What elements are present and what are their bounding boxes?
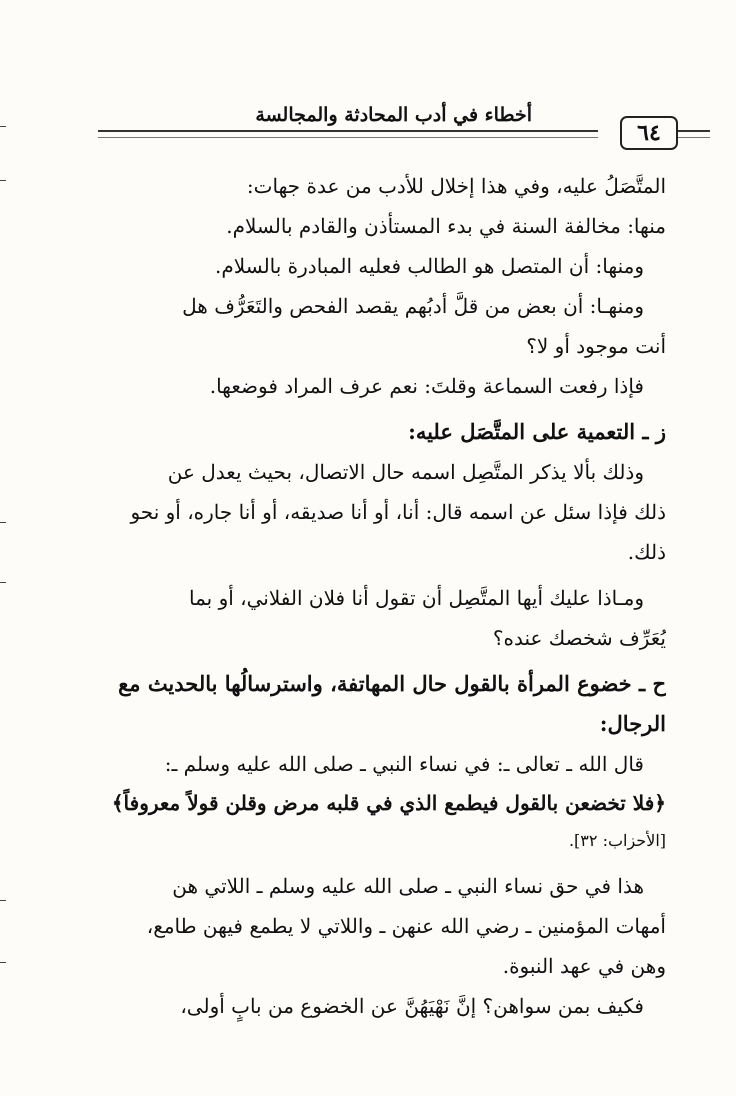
running-title: أخطاء في أدب المحادثة والمجالسة xyxy=(255,104,532,126)
page-number: ٦٤ xyxy=(620,116,678,150)
section-heading-z: ز ـ التعمية على المتَّصَل عليه: xyxy=(408,419,666,444)
header-rule xyxy=(98,130,598,138)
margin-mark xyxy=(0,126,6,127)
text-line: المتَّصَلُ عليه، وفي هذا إخلال للأدب من عدة جهات: xyxy=(246,174,666,198)
header-rule-tail xyxy=(678,130,710,138)
text-line: وذلك بألا يذكر المتَّصِل اسمه حال الاتصال، بحيث يعدل عن xyxy=(167,460,644,484)
text-line: وهن في عهد النبوة. xyxy=(502,954,666,978)
quran-verse: ﴿فلا تخضعن بالقول فيطمع الذي في قلبه مرض وقلن قولاً معروفاً﴾ xyxy=(111,791,666,815)
body-text xyxy=(100,166,666,1026)
section-heading-h-cont: الرجال: xyxy=(599,711,666,736)
margin-mark xyxy=(0,522,6,523)
text-line: أمهات المؤمنين ـ رضي الله عنهن ـ واللاتي لا يطمع فيهن طامع، xyxy=(146,914,666,938)
text-line: منها: مخالفة السنة في بدء المستأذن والقادم بالسلام. xyxy=(226,214,666,238)
page-header xyxy=(98,100,710,148)
text-line: ومنهـا: أن بعض من قلَّ أدبُهم يقصد الفحص والتَعَرُّف هل xyxy=(182,294,644,318)
text-line: فكيف بمن سواهن؟ إنَّ نَهْيَهُنَّ عن الخضوع من بابٍ أولى، xyxy=(180,994,644,1018)
text-line: قال الله ـ تعالى ـ: في نساء النبي ـ صلى الله عليه وسلم ـ: xyxy=(164,752,644,776)
text-line: ومـاذا عليك أيها المتَّصِل أن تقول أنا فلان الفلاني، أو بما xyxy=(189,586,644,610)
verse-citation: [الأحزاب: ٣٢]. xyxy=(568,831,666,850)
margin-mark xyxy=(0,180,6,181)
margin-mark xyxy=(0,582,6,583)
margin-mark xyxy=(0,962,6,963)
margin-mark xyxy=(0,900,6,901)
text-line: يُعَرِّف شخصك عنده؟ xyxy=(492,626,666,650)
section-heading-h: ح ـ خضوع المرأة بالقول حال المهاتفة، واسترسالُها بالحديث مع xyxy=(118,671,666,696)
text-line: هذا في حق نساء النبي ـ صلى الله عليه وسلم ـ اللاتي هن xyxy=(172,874,644,898)
text-line: ومنها: أن المتصل هو الطالب فعليه المبادرة بالسلام. xyxy=(215,254,644,278)
text-line: ذلك. xyxy=(627,540,666,564)
text-line: ذلك فإذا سئل عن اسمه قال: أنا، أو أنا صديقه، أو أنا جاره، أو نحو xyxy=(130,500,666,524)
text-line: أنت موجود أو لا؟ xyxy=(526,334,666,358)
text-line: فإذا رفعت السماعة وقلتَ: نعم عرف المراد فوضعها. xyxy=(209,374,644,398)
